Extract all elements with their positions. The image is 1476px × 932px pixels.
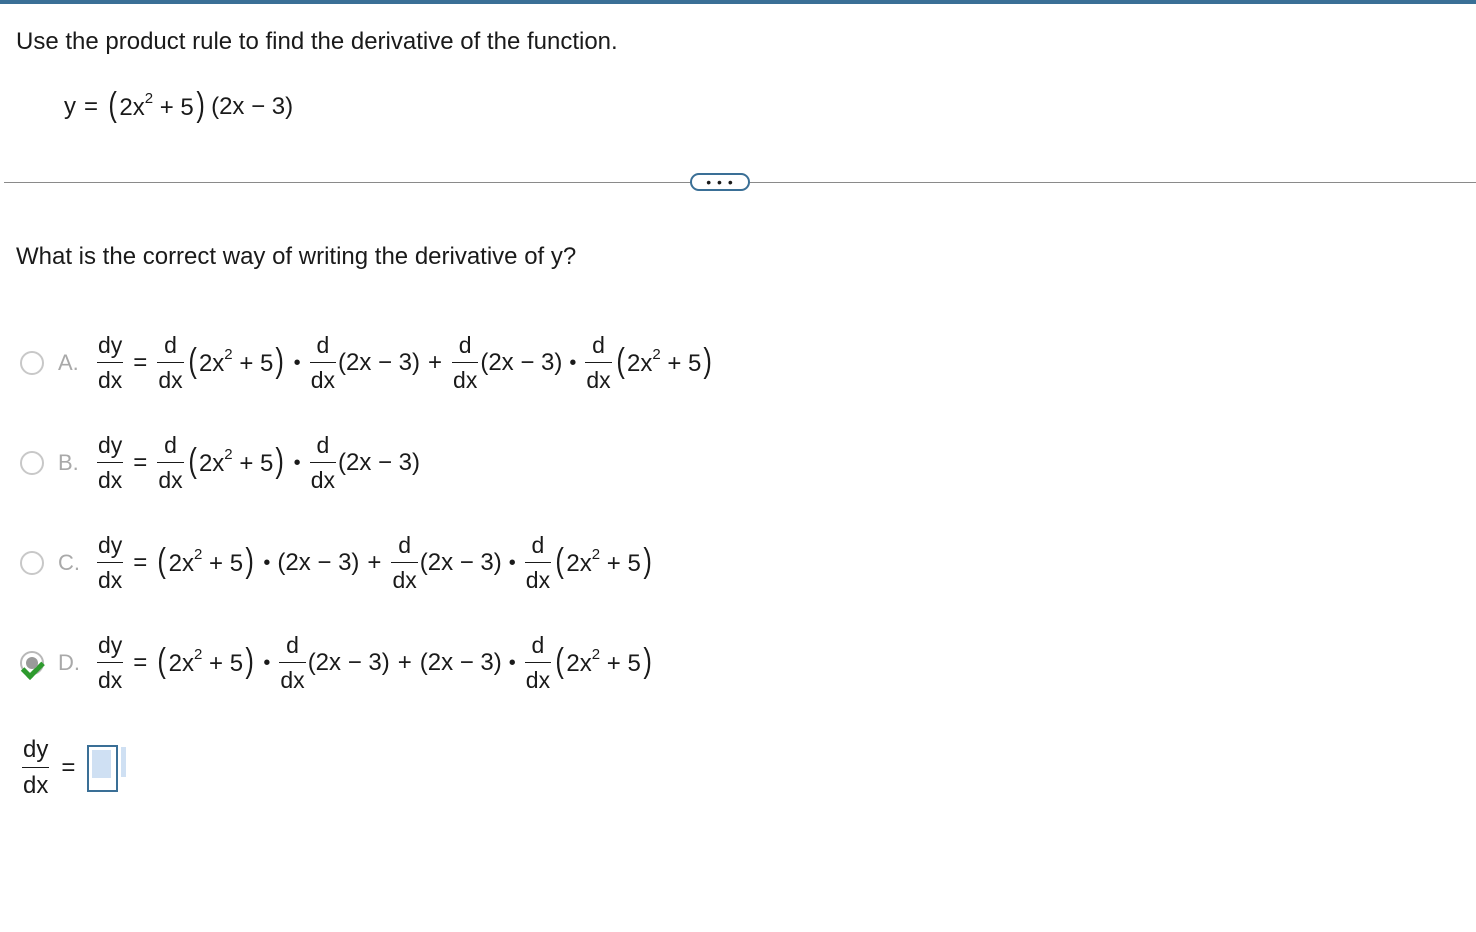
func-factor1: $2x^2 + 5$ (119, 89, 194, 121)
option-a-radio[interactable] (20, 351, 44, 375)
func-lparen: ( (108, 86, 117, 124)
factor-2: (2x − 3) (480, 349, 563, 376)
lparen: ( (555, 642, 564, 680)
func-rparen: ) (196, 86, 205, 124)
checkmark-icon (21, 656, 45, 680)
factor-1: $2x^2 + 5$ (566, 645, 641, 677)
rparen: ) (275, 342, 285, 380)
dot-operator: • (293, 351, 301, 374)
option-a-expression (95, 334, 715, 392)
answer-input-fill (92, 750, 111, 778)
dot-operator: • (263, 551, 271, 574)
lparen: ( (188, 442, 197, 480)
factor-2: (2x − 3) (277, 549, 360, 576)
question-text: What is the correct way of writing the derivative of y? (16, 243, 577, 270)
frac-dy-dx: $\frac{dy}{dx}$ (98, 632, 123, 693)
rparen: ) (275, 442, 285, 480)
lparen: ( (555, 542, 564, 580)
lparen: ( (188, 342, 197, 380)
frac-dy-dx: $\frac{dy}{dx}$ (98, 332, 123, 393)
option-c-radio[interactable] (20, 551, 44, 575)
dot-operator: • (508, 551, 516, 574)
option-a-letter: A. (58, 350, 79, 375)
equals-sign: = (133, 649, 148, 676)
frac-dy-dx: $\frac{dy}{dx}$ (98, 532, 123, 593)
frac-d-dx: $\frac{d}{dx}$ (280, 632, 305, 693)
rparen: ) (643, 642, 652, 680)
equals-sign: = (133, 449, 148, 476)
answer-equals-sign: = (61, 754, 76, 781)
option-b[interactable] (20, 428, 420, 498)
option-b-expression (95, 434, 420, 492)
lparen: ( (157, 542, 167, 580)
lparen: ( (616, 342, 625, 380)
option-d-letter: D. (58, 650, 80, 675)
answer-frac-dy-dx: $\frac{dy}{dx}$ (23, 736, 49, 799)
frac-d-dx: $\frac{d}{dx}$ (453, 332, 478, 393)
rparen: ) (245, 642, 254, 680)
frac-d-dx: $\frac{d}{dx}$ (525, 532, 551, 593)
frac-d-dx: $\frac{d}{dx}$ (586, 332, 611, 393)
factor-1: $2x^2 + 5$ (168, 645, 244, 677)
frac-d-dx: $\frac{d}{dx}$ (158, 432, 183, 493)
factor-1: $2x^2 + 5$ (627, 345, 702, 377)
option-d-expression (95, 634, 654, 692)
frac-d-dx: $\frac{d}{dx}$ (158, 332, 183, 393)
factor-1: $2x^2 + 5$ (198, 445, 274, 477)
option-a[interactable] (20, 328, 715, 398)
func-y: y (64, 93, 76, 120)
option-c-letter: C. (58, 550, 80, 575)
rparen: ) (703, 342, 713, 380)
frac-d-dx: $\frac{d}{dx}$ (525, 632, 551, 693)
lparen: ( (157, 642, 167, 680)
plus-sign: + (367, 549, 382, 576)
dot-operator: • (508, 651, 516, 674)
func-factor2: (2x − 3) (211, 93, 294, 120)
frac-d-dx: $\frac{d}{dx}$ (310, 332, 335, 393)
answer-input[interactable] (87, 745, 118, 792)
func-equals: = (84, 93, 99, 120)
factor-2: (2x − 3) (307, 649, 390, 676)
option-d-radio[interactable] (20, 651, 44, 675)
factor-2: (2x − 3) (337, 449, 421, 476)
plus-sign: + (397, 649, 412, 676)
factor-1: $2x^2 + 5$ (168, 545, 244, 577)
rparen: ) (245, 542, 254, 580)
frac-d-dx: $\frac{d}{dx}$ (392, 532, 417, 593)
factor-1: $2x^2 + 5$ (198, 345, 274, 377)
instruction-text: Use the product rule to find the derivative of the function. (16, 28, 618, 55)
option-c[interactable] (20, 528, 654, 598)
option-b-letter: B. (58, 450, 79, 475)
factor-2: (2x − 3) (419, 649, 502, 676)
frac-dy-dx: $\frac{dy}{dx}$ (98, 432, 123, 493)
plus-sign: + (428, 349, 443, 376)
dot-operator: • (293, 451, 301, 474)
factor-2: (2x − 3) (337, 349, 421, 376)
answer-row (20, 738, 126, 798)
frac-d-dx: $\frac{d}{dx}$ (310, 432, 335, 493)
answer-input-cursor (121, 747, 126, 777)
option-b-radio[interactable] (20, 451, 44, 475)
top-accent-bar (0, 0, 1476, 4)
factor-2: (2x − 3) (419, 549, 502, 576)
function-expression (64, 86, 294, 124)
option-d[interactable] (20, 628, 654, 698)
dot-operator: • (569, 351, 577, 374)
expand-more-button[interactable]: • • • (690, 173, 750, 191)
option-c-expression (95, 534, 654, 592)
equals-sign: = (133, 349, 148, 376)
equals-sign: = (133, 549, 148, 576)
rparen: ) (643, 542, 652, 580)
factor-1: $2x^2 + 5$ (566, 545, 641, 577)
dot-operator: • (263, 651, 271, 674)
